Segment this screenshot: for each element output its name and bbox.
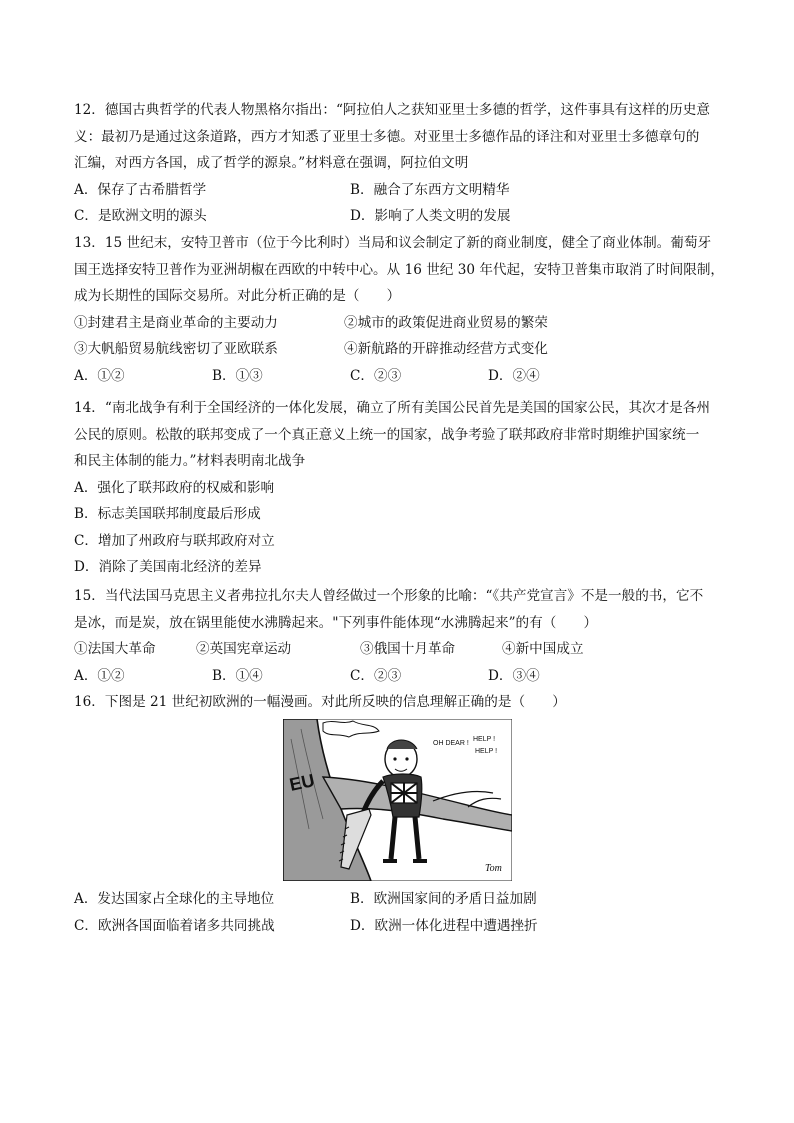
q13-stem-line-1: 13．15 世纪末，安特卫普市（位于今比利时）当局和议会制定了新的商业制度，健全了商业体制。葡萄牙 <box>74 235 712 251</box>
cartoon-speech-1: OH DEAR ! <box>433 740 469 747</box>
q13-stem-line-3: 成为长期性的国际交易所。对此分析正确的是（ ） <box>74 288 401 304</box>
q13-statements-row-1 <box>74 310 734 337</box>
q14-stem-line-3: 和民主体制的能力。”材料表明南北战争 <box>74 453 306 469</box>
q15-option-a[interactable]: A．①② <box>74 667 125 684</box>
q15-statement-2: ②英国宪章运动 <box>196 641 292 657</box>
q15-option-d[interactable]: D．③④ <box>488 667 540 684</box>
question-15 <box>74 583 734 689</box>
cartoon-speech-2: HELP ! <box>473 736 496 743</box>
q12-stem-line-1: 12．德国古典哲学的代表人物黑格尔指出：“阿拉伯人之获知亚里士多德的哲学，这件事具有这样的历史意 <box>74 102 710 118</box>
q14-stem-line-2: 公民的原则。松散的联邦变成了一个真正意义上统一的国家，战争考验了联邦政府非常时期维护国家统一 <box>74 426 700 443</box>
q12-option-b[interactable]: B．融合了东西方文明精华 <box>350 181 510 198</box>
q15-statement-1: ①法国大革命 <box>74 641 156 657</box>
q14-stem-line-1: 14．“南北战争有利于全国经济的一体化发展，确立了所有美国公民首先是美国的国家公民，其次才是各州 <box>74 400 710 416</box>
q15-statement-3: ③俄国十月革命 <box>360 641 456 657</box>
q16-stem-line-1: 16．下图是 21 世纪初欧洲的一幅漫画。对此所反映的信息理解正确的是（ ） <box>74 694 566 710</box>
q13-statement-3: ③大帆船贸易航线密切了亚欧联系 <box>74 341 278 357</box>
q15-option-c[interactable]: C．②③ <box>350 667 402 684</box>
q13-statement-4: ④新航路的开辟推动经营方式变化 <box>344 341 548 357</box>
q16-option-b[interactable]: B．欧洲国家间的矛盾日益加剧 <box>350 891 537 907</box>
q13-option-c[interactable]: C．②③ <box>350 367 402 384</box>
q12-options-row-1 <box>74 177 734 204</box>
q13-option-b[interactable]: B．①③ <box>212 367 263 384</box>
q16-option-d[interactable]: D．欧洲一体化进程中遭遇挫折 <box>350 917 538 934</box>
q14-option-d[interactable]: D．消除了美国南北经济的差异 <box>74 559 262 575</box>
q12-stem-line-3: 汇编，对西方各国，成了哲学的源泉。”材料意在强调，阿拉伯文明 <box>74 155 469 171</box>
q12-option-a[interactable]: A．保存了古希腊哲学 <box>74 181 207 198</box>
question-12 <box>74 97 734 230</box>
q14-option-a[interactable]: A．强化了联邦政府的权威和影响 <box>74 479 275 496</box>
cartoon-eu-label: EU <box>287 770 317 795</box>
q13-statements-row-2 <box>74 336 734 363</box>
q12-stem-line-2: 义：最初乃是通过这条道路，西方才知悉了亚里士多德。对亚里士多德作品的译注和对亚里士多德章句的 <box>74 128 700 145</box>
q16-options-row-1 <box>74 886 734 913</box>
question-14 <box>74 395 734 581</box>
q13-option-a[interactable]: A．①② <box>74 367 125 384</box>
q13-stem-line-2: 国王选择安特卫普作为亚洲胡椒在西欧的中转中心。从 16 世纪 30 年代起，安特卫普集市取消了时间限制， <box>74 261 725 278</box>
q13-statement-2: ②城市的政策促进商业贸易的繁荣 <box>344 314 548 331</box>
q15-options-row <box>74 663 734 690</box>
q15-stem-line-2: 是冰，而是炭，放在锅里能使水沸腾起来。"下列事件能体现“水沸腾起来”的有（ ） <box>74 614 598 631</box>
q15-statement-4: ④新中国成立 <box>502 641 584 657</box>
q16-option-a[interactable]: A．发达国家占全球化的主导地位 <box>74 891 275 907</box>
eu-cartoon-image <box>283 719 512 881</box>
question-16 <box>74 689 734 716</box>
q12-option-c[interactable]: C．是欧洲文明的源头 <box>74 208 207 224</box>
q15-stem-line-1: 15．当代法国马克思主义者弗拉扎尔夫人曾经做过一个形象的比喻：“《共产党宣言》不是一般的书，它不 <box>74 588 704 604</box>
q15-statements-row <box>74 636 734 663</box>
q14-option-b[interactable]: B．标志美国联邦制度最后形成 <box>74 506 261 522</box>
q13-option-d[interactable]: D．②④ <box>488 367 540 384</box>
q12-option-d[interactable]: D．影响了人类文明的发展 <box>350 208 511 224</box>
q16-options-row-2 <box>74 913 734 940</box>
q14-option-c[interactable]: C．增加了州政府与联邦政府对立 <box>74 532 275 549</box>
question-13 <box>74 230 734 389</box>
cartoon-signature: Tom <box>485 863 502 874</box>
q12-options-row-2 <box>74 203 734 230</box>
cartoon-speech-3: HELP ! <box>475 748 498 755</box>
q15-option-b[interactable]: B．①④ <box>212 667 263 684</box>
question-16-options <box>74 886 734 939</box>
q13-statement-1: ①封建君主是商业革命的主要动力 <box>74 314 278 331</box>
q16-option-c[interactable]: C．欧洲各国面临着诸多共同挑战 <box>74 917 275 934</box>
q13-options-row <box>74 363 734 390</box>
